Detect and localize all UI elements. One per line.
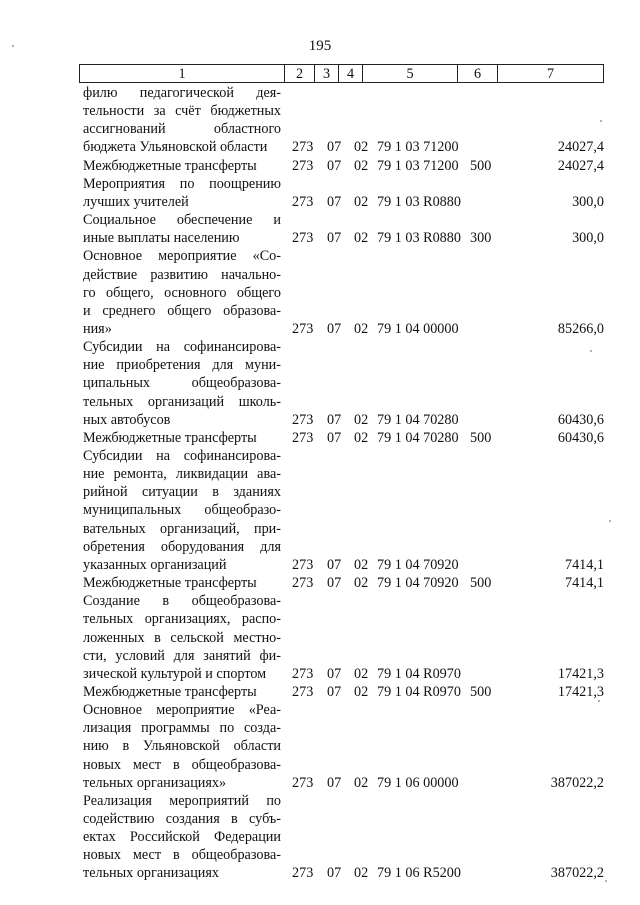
header-col-3: 3 (314, 64, 338, 83)
row-description-line: ние ремонта, ликвидации ава- (83, 466, 281, 483)
code-pr: 07 (327, 665, 342, 682)
row-description-line: бюджета Ульяновской области (83, 139, 268, 156)
row-description-line: ассигнований областного (83, 121, 281, 138)
row-description-line: указанных организаций (83, 556, 227, 573)
row-sum: 85266,0 (557, 320, 604, 337)
code-cs: 79 1 06 R5200 (377, 865, 461, 882)
header-col-7: 7 (497, 64, 604, 83)
code-ps: 02 (354, 575, 369, 592)
code-cs: 79 1 04 70920 (377, 556, 459, 573)
code-ps: 02 (354, 139, 369, 156)
code-cs: 79 1 03 R0880 (377, 230, 461, 247)
code-rz: 273 (292, 411, 314, 428)
code-pr: 07 (327, 320, 342, 337)
code-vr: 500 (470, 575, 492, 592)
code-rz: 273 (292, 556, 314, 573)
header-col-4: 4 (338, 64, 362, 83)
code-cs: 79 1 04 00000 (377, 320, 459, 337)
code-vr: 500 (470, 429, 492, 446)
row-description-line: зической культурой и спортом (83, 665, 267, 682)
code-cs: 79 1 04 70280 (377, 411, 459, 428)
code-ps: 02 (354, 774, 369, 791)
code-pr: 07 (327, 556, 342, 573)
code-ps: 02 (354, 683, 369, 700)
row-sum: 300,0 (572, 193, 604, 210)
row-description-line: го общего, основного общего (83, 284, 281, 301)
row-description-line: Социальное обеспечение и (83, 212, 281, 229)
code-rz: 273 (292, 139, 314, 156)
row-description-line: обретения оборудования для (83, 538, 281, 555)
code-ps: 02 (354, 411, 369, 428)
row-sum: 60430,6 (557, 429, 604, 446)
code-ps: 02 (354, 665, 369, 682)
row-description-line: ложенных в сельской местно- (83, 629, 281, 646)
row-description-line: содействию создания в субъ- (83, 811, 281, 827)
row-description-line: тельности за счёт бюджетных (83, 103, 281, 120)
code-rz: 273 (292, 683, 314, 700)
row-description-line: ципальных общеобразова- (83, 375, 281, 392)
row-description-line: Реализация мероприятий по (83, 792, 281, 809)
page-number: 195 (308, 38, 332, 54)
code-pr: 07 (327, 193, 342, 210)
row-description-line: Мероприятия по поощрению (83, 175, 281, 192)
row-sum: 17421,3 (557, 665, 604, 682)
code-cs: 79 1 04 R0970 (377, 683, 461, 700)
code-pr: 07 (327, 683, 342, 700)
code-ps: 02 (354, 157, 369, 174)
row-description-line: Межбюджетные трансферты (83, 429, 257, 446)
row-sum: 7414,1 (564, 575, 604, 592)
code-cs: 79 1 04 70920 (377, 575, 459, 592)
row-description-line: Субсидии на софинансирова- (83, 339, 281, 356)
code-ps: 02 (354, 193, 369, 210)
row-description-line: филю педагогической дея- (83, 85, 281, 101)
row-description-line: Межбюджетные трансферты (83, 683, 257, 700)
row-description-line: Основное мероприятие «Со- (83, 248, 281, 265)
code-pr: 07 (327, 575, 342, 592)
code-rz: 273 (292, 774, 314, 791)
row-description-line: тельных организаций школь- (83, 393, 281, 410)
code-pr: 07 (327, 411, 342, 428)
code-cs: 79 1 04 70280 (377, 429, 459, 446)
row-description-line: ния» (83, 320, 112, 337)
row-description-line: тельных организациях, распо- (83, 611, 281, 628)
row-sum: 24027,4 (557, 157, 604, 174)
code-rz: 273 (292, 230, 314, 247)
row-description-line: нию в Ульяновской области (83, 738, 281, 755)
row-sum: 300,0 (572, 230, 604, 247)
row-description-line: вательных организаций, при- (83, 520, 281, 537)
row-description-line: новых мест в общеобразова- (83, 847, 281, 864)
header-col-5: 5 (362, 64, 457, 83)
row-description-line: ние приобретения для муни- (83, 357, 281, 374)
code-rz: 273 (292, 429, 314, 446)
row-description-line: Межбюджетные трансферты (83, 157, 257, 174)
code-cs: 79 1 03 R0880 (377, 193, 461, 210)
code-pr: 07 (327, 139, 342, 156)
code-cs: 79 1 03 71200 (377, 139, 459, 156)
row-sum: 60430,6 (557, 411, 604, 428)
row-description-line: ектах Российской Федерации (83, 829, 281, 846)
code-rz: 273 (292, 665, 314, 682)
code-ps: 02 (354, 230, 369, 247)
code-cs: 79 1 03 71200 (377, 157, 459, 174)
code-cs: 79 1 04 R0970 (377, 665, 461, 682)
row-description-line: и среднего общего образова- (83, 302, 281, 319)
row-description-line: Субсидии на софинансирова- (83, 448, 281, 464)
code-rz: 273 (292, 865, 314, 882)
code-pr: 07 (327, 429, 342, 446)
scan-speck (12, 45, 14, 47)
code-vr: 500 (470, 157, 492, 174)
code-ps: 02 (354, 865, 369, 882)
row-description-line: действие развитию начально- (83, 266, 281, 283)
scan-speck (598, 700, 600, 702)
row-description-line: ных автобусов (83, 411, 171, 428)
row-sum: 7414,1 (564, 556, 604, 573)
code-vr: 300 (470, 230, 492, 247)
row-sum: 387022,2 (550, 865, 604, 882)
scan-speck (600, 120, 602, 122)
code-ps: 02 (354, 429, 369, 446)
scan-speck (605, 880, 607, 882)
row-description-line: муниципальных общеобразо- (83, 502, 281, 519)
code-rz: 273 (292, 193, 314, 210)
code-cs: 79 1 06 00000 (377, 774, 459, 791)
code-rz: 273 (292, 157, 314, 174)
code-ps: 02 (354, 556, 369, 573)
row-sum: 17421,3 (557, 683, 604, 700)
code-pr: 07 (327, 157, 342, 174)
code-vr: 500 (470, 683, 492, 700)
row-description-line: иные выплаты населению (83, 230, 240, 247)
row-description-line: лучших учителей (83, 193, 189, 210)
code-pr: 07 (327, 230, 342, 247)
row-description-line: новых мест в общеобразова- (83, 756, 281, 773)
row-description-line: тельных организациях (83, 865, 220, 882)
header-col-6: 6 (457, 64, 497, 83)
scan-speck (609, 520, 611, 522)
row-description-line: Межбюджетные трансферты (83, 575, 257, 592)
row-description-line: сти, условий для занятий фи- (83, 647, 281, 664)
row-sum: 387022,2 (550, 774, 604, 791)
code-pr: 07 (327, 865, 342, 882)
row-description-line: тельных организациях» (83, 774, 227, 791)
header-col-1: 1 (79, 64, 284, 83)
row-description-line: рийной ситуации в зданиях (83, 484, 281, 501)
code-ps: 02 (354, 320, 369, 337)
scan-speck (590, 350, 592, 352)
header-col-2: 2 (284, 64, 314, 83)
code-pr: 07 (327, 774, 342, 791)
row-sum: 24027,4 (557, 139, 604, 156)
row-description-line: лизация программы по созда- (83, 720, 281, 737)
row-description-line: Создание в общеобразова- (83, 593, 281, 610)
row-description-line: Основное мероприятие «Реа- (83, 702, 281, 719)
code-rz: 273 (292, 320, 314, 337)
code-rz: 273 (292, 575, 314, 592)
